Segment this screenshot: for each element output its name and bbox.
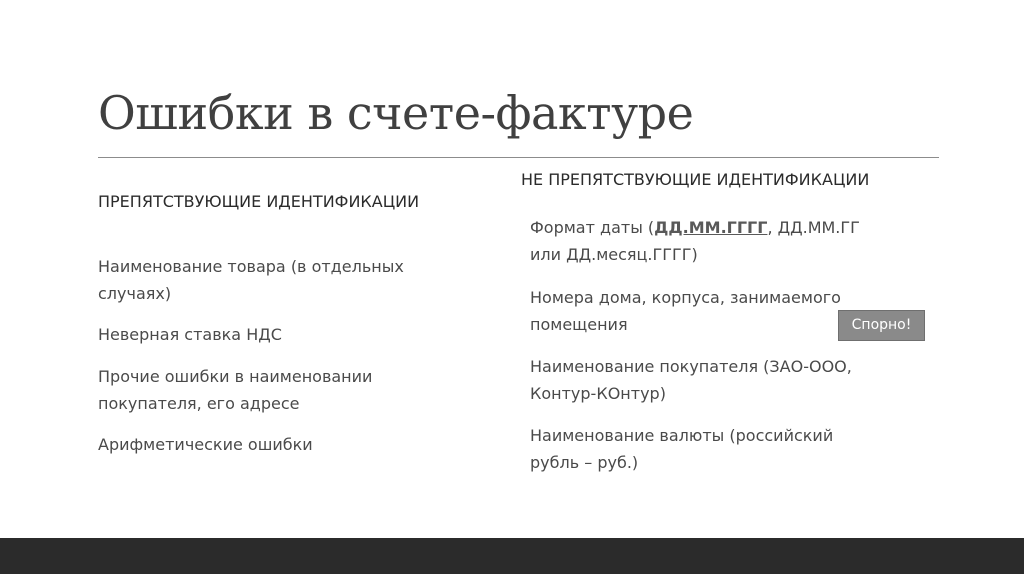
- date-format-prefix: Формат даты (: [530, 218, 655, 237]
- left-item-arithmetic: Арифметические ошибки: [98, 435, 313, 454]
- left-column-header: ПРЕПЯТСТВУЮЩИЕ ИДЕНТИФИКАЦИИ: [98, 192, 420, 211]
- date-format-suffix: , ДД.ММ.ГГ или ДД.месяц.ГГГГ): [530, 218, 860, 264]
- disputed-badge[interactable]: Спорно!: [838, 310, 925, 341]
- right-item-currency: Наименование валюты (российский рубль – руб.): [530, 426, 834, 472]
- date-format-underlined: ДД.ММ.ГГГГ: [654, 218, 768, 237]
- right-column-header: НЕ ПРЕПЯТСТВУЮЩИЕ ИДЕНТИФИКАЦИИ: [521, 170, 870, 189]
- right-item-house-number: Номера дома, корпуса, занимаемого помещения: [530, 288, 841, 334]
- left-item-product-name: Наименование товара (в отдельных случаях): [98, 257, 404, 303]
- right-item-buyer-name: Наименование покупателя (ЗАО-ООО, Контур-КОнтур): [530, 357, 852, 403]
- footer-bar: [0, 538, 1024, 574]
- right-item-date-format: [530, 214, 870, 268]
- left-item-vat-rate: Неверная ставка НДС: [98, 325, 282, 344]
- left-item-buyer-errors: Прочие ошибки в наименовании покупателя, его адресе: [98, 367, 373, 413]
- slide-title: Ошибки в счете-фактуре: [98, 86, 694, 140]
- title-divider: [98, 157, 939, 158]
